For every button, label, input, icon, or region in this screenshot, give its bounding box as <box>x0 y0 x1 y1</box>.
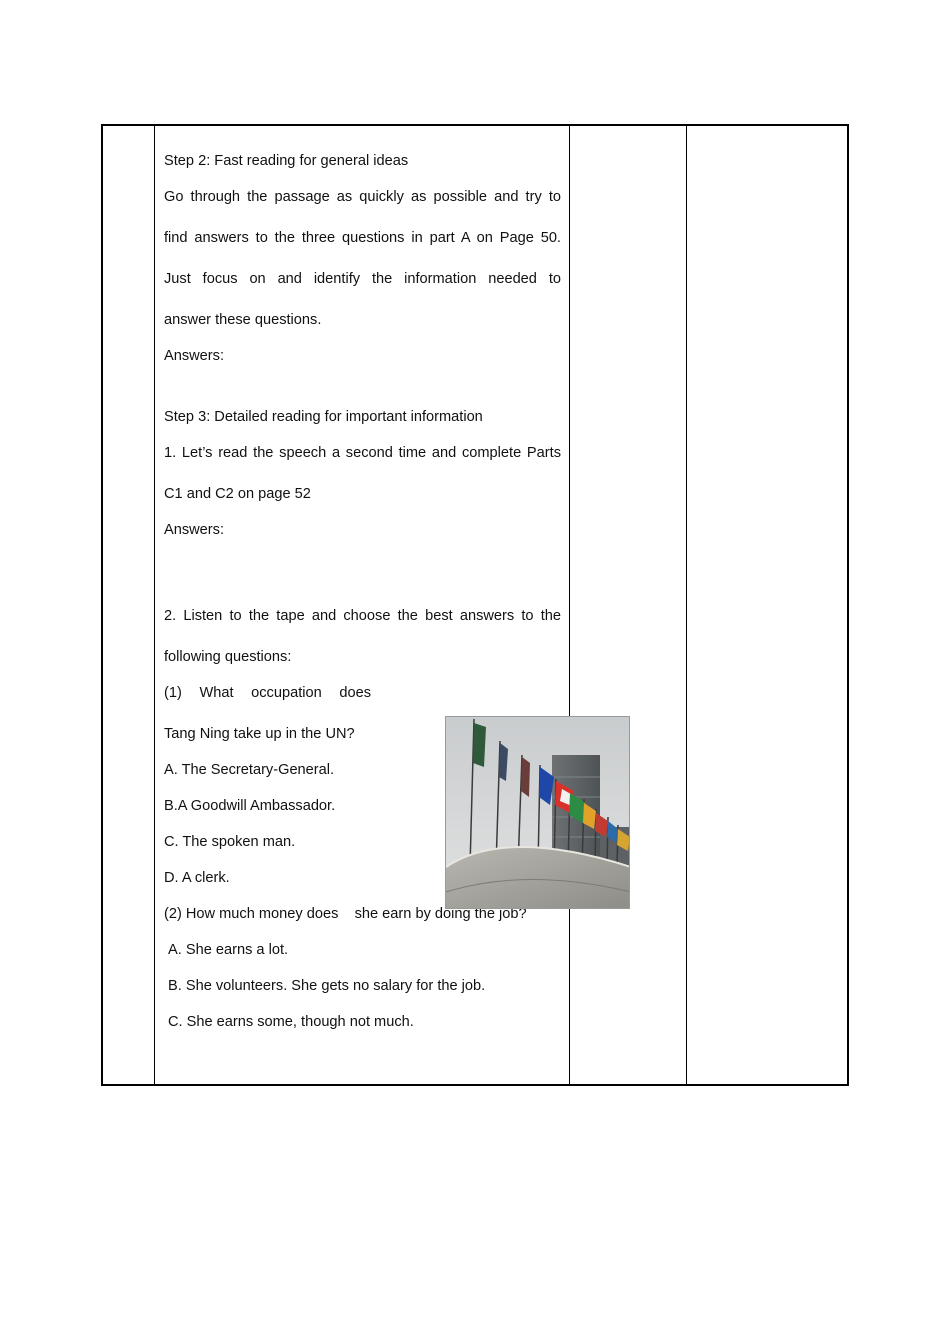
question-2-option: B. She volunteers. She gets no salary for the job. <box>168 978 486 994</box>
question-1-stem: (1) What occupation does <box>164 685 371 701</box>
question-1-stem: Tang Ning take up in the UN? <box>164 726 355 742</box>
question-1-option: B.A Goodwill Ambassador. <box>164 798 336 814</box>
question-2-option: C. She earns some, though not much. <box>168 1014 414 1030</box>
question-2-stem: (2) How much money does she earn by doing the job? <box>164 906 527 922</box>
step2-text: answer these questions. <box>164 312 322 328</box>
un-headquarters-photo <box>445 716 630 909</box>
step3-task2: following questions: <box>164 649 292 665</box>
answers-label: Answers: <box>164 348 225 364</box>
step2-text: Just focus on and identify the information needed to <box>164 271 561 287</box>
question-1-option: C. The spoken man. <box>164 834 296 850</box>
question-1-option: D. A clerk. <box>164 870 230 886</box>
step2-text: find answers to the three questions in part A on Page 50. <box>164 230 561 246</box>
step3-task1: 1. Let’s read the speech a second time and complete Parts <box>164 445 561 461</box>
lesson-table <box>101 124 849 1086</box>
step2-text: Go through the passage as quickly as possible and try to <box>164 189 561 205</box>
question-1-option: A. The Secretary-General. <box>164 762 335 778</box>
column-divider <box>154 126 155 1084</box>
step3-task2: 2. Listen to the tape and choose the best answers to the <box>164 608 561 624</box>
step3-heading: Step 3: Detailed reading for important information <box>164 409 483 425</box>
column-divider <box>686 126 687 1084</box>
column-divider <box>569 126 570 1084</box>
question-2-option: A. She earns a lot. <box>168 942 289 958</box>
step2-heading: Step 2: Fast reading for general ideas <box>164 153 409 169</box>
step3-task1: C1 and C2 on page 52 <box>164 486 311 502</box>
answers-label: Answers: <box>164 522 225 538</box>
